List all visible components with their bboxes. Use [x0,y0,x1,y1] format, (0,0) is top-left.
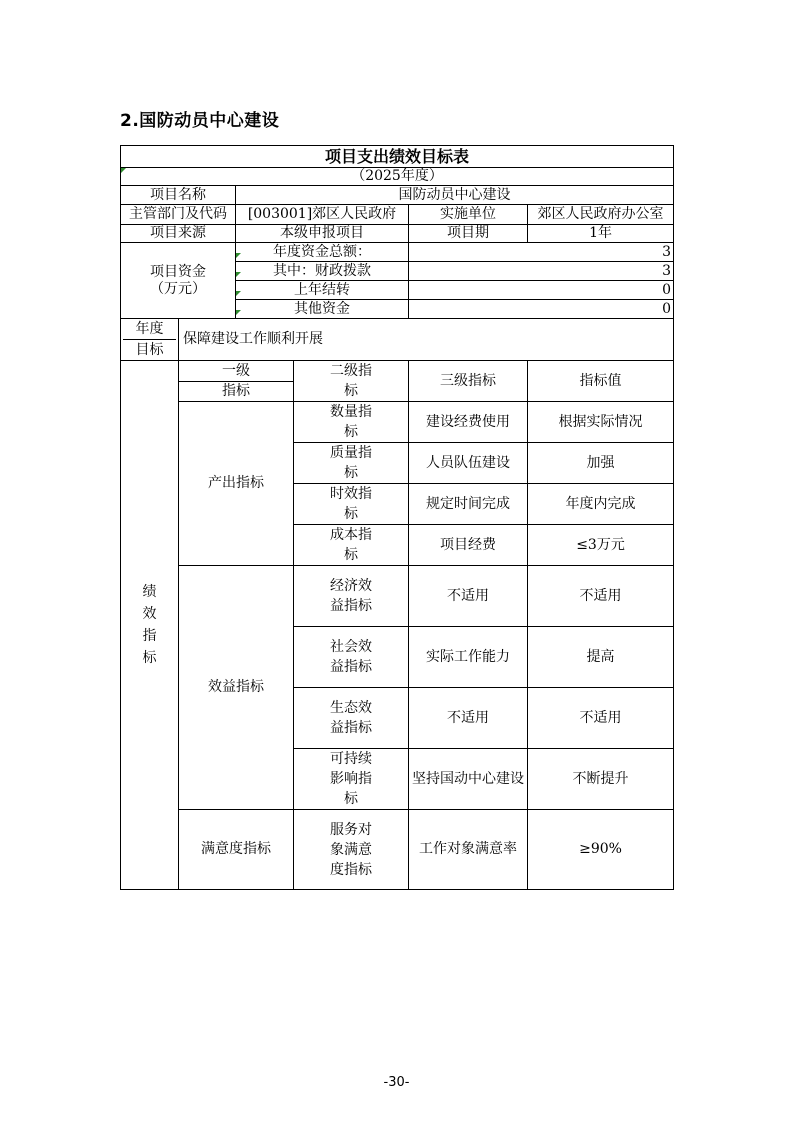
row-l3: 建设经费使用 [409,402,528,443]
cell-comment-marker [236,272,241,277]
dept-value: [003001]郊区人民政府 [236,205,409,225]
row-l3: 规定时间完成 [409,484,528,525]
row-l3: 工作对象满意率 [409,810,528,890]
section-heading: 2.国防动员中心建设 [120,111,280,131]
goal-label [121,319,179,361]
impl-value: 郊区人民政府办公室 [528,205,674,225]
row-l2: 时效指标 [294,484,409,525]
funds-label [121,243,236,319]
source-value: 本级申报项目 [236,225,409,243]
row-l2: 数量指标 [294,402,409,443]
funds-fiscal-value: 3 [409,262,674,281]
period-value: 1年 [528,225,674,243]
page-number: -30- [383,1075,410,1090]
row-l2: 服务对象满意度指标 [294,810,409,890]
row-l3: 人员队伍建设 [409,443,528,484]
group-output: 产出指标 [179,402,294,566]
goal-value: 保障建设工作顺利开展 [179,319,674,361]
cell-comment-marker [121,168,126,173]
row-l2: 生态效益指标 [294,688,409,749]
row-l3: 不适用 [409,688,528,749]
row-l2: 成本指标 [294,525,409,566]
header-l1 [179,361,294,402]
row-l2: 可持续影响指标 [294,749,409,810]
funds-total-label: 年度资金总额： [236,243,409,262]
funds-total-value: 3 [409,243,674,262]
cell-comment-marker [236,310,241,315]
funds-carryover-label: 上年结转 [236,281,409,300]
row-value: 根据实际情况 [528,402,674,443]
row-l2: 经济效益指标 [294,566,409,627]
row-l3: 坚持国动中心建设 [409,749,528,810]
row-value: 不断提升 [528,749,674,810]
table-year: （2025年度） [121,168,674,186]
perf-label: 绩效指标 [121,361,179,890]
header-value: 指标值 [528,361,674,402]
goal-label-line1: 年度 [135,321,164,337]
row-l3: 不适用 [409,566,528,627]
row-l3: 项目经费 [409,525,528,566]
table-title: 项目支出绩效目标表 [121,146,674,168]
funds-other-value: 0 [409,300,674,319]
project-name-label: 项目名称 [121,186,236,205]
goal-label-line2: 目标 [123,339,176,360]
row-value: 年度内完成 [528,484,674,525]
header-l1-line2: 指标 [222,383,250,399]
row-l2: 社会效益指标 [294,627,409,688]
group-benefit: 效益指标 [179,566,294,810]
source-label: 项目来源 [121,225,236,243]
impl-label: 实施单位 [409,205,528,225]
row-l3: 实际工作能力 [409,627,528,688]
funds-fiscal-label: 其中：财政拨款 [236,262,409,281]
row-value: 不适用 [528,688,674,749]
cell-comment-marker [236,291,241,296]
funds-label-line2: （万元） [150,280,206,297]
funds-carryover-value: 0 [409,281,674,300]
funds-label-line1: 项目资金 [150,263,206,280]
row-value: 提高 [528,627,674,688]
dept-label: 主管部门及代码 [121,205,236,225]
row-value: 不适用 [528,566,674,627]
row-value: ≥90% [528,810,674,890]
header-l3: 三级指标 [409,361,528,402]
header-l1-line1: 一级 [179,361,293,382]
cell-comment-marker [236,253,241,258]
period-label: 项目期 [409,225,528,243]
group-satisfaction: 满意度指标 [179,810,294,890]
performance-table [120,145,674,890]
row-value: ≤3万元 [528,525,674,566]
funds-other-label: 其他资金 [236,300,409,319]
row-l2: 质量指标 [294,443,409,484]
header-l2: 二级指标 [294,361,409,402]
project-name-value: 国防动员中心建设 [236,186,674,205]
row-value: 加强 [528,443,674,484]
